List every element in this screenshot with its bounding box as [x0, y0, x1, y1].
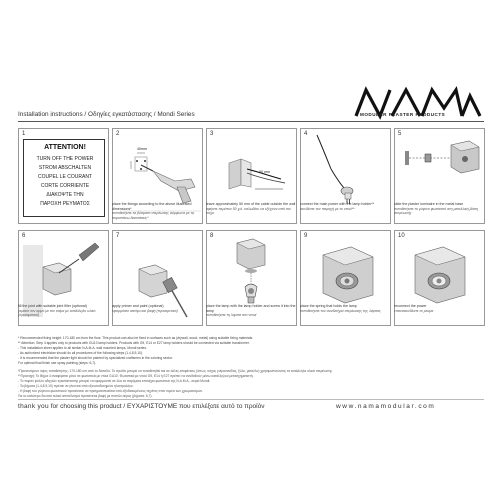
- step-number: 6: [22, 233, 26, 239]
- note-line-greek: **Προσοχή: Το Βήμα 4 αναφέρεται μόνο σε φωτιστικά με ντουί GU10. Φωτιστικά με ντουί G9, E14 ή E27 πρέπει να συνδεθούν μέσω κατάλληλου μετασχηματιστή.: [18, 374, 254, 379]
- caption-el: τοποθετήστε τον συνδετήρα στερέωσης της λάμπας: [300, 308, 382, 313]
- step-2-caption: [112, 202, 204, 220]
- attention-line: COUPEL LE COURANT: [38, 174, 92, 180]
- note-line-greek: Για το καλύτερο δυνατό τελικό αποτέλεσμα προτείνεται βαφή με πιστόλι αέρος (βήματα: 6,7).: [18, 393, 153, 398]
- website-link[interactable]: www.namamodular.com: [336, 403, 436, 410]
- caption-en: place the spring that holds the lamp: [300, 304, 357, 308]
- notes-section: [18, 336, 488, 399]
- step-number: 8: [210, 233, 214, 239]
- caption-el: συνδέστε τον παροχή με το ντουί**: [300, 206, 355, 211]
- caption-en: reconnect the power: [394, 304, 427, 308]
- brand-tagline: MODULAR PLASTER PRODUCTS: [360, 112, 446, 117]
- thank-you-label: thank you: [18, 403, 49, 410]
- note-line-greek: - Τα βήματα (1,4,8,9,10) πρέπει να γίνονται από εξουσιοδοτημένο ηλεκτρολόγο.: [18, 384, 134, 389]
- title-divider: [18, 121, 484, 122]
- step-9-caption: [300, 304, 392, 313]
- step-number: 10: [398, 233, 405, 239]
- footer-divider: [18, 399, 484, 400]
- note-line: For optimal final finish use spray painting (steps: 6,7).: [18, 360, 97, 365]
- caption-el: τοποθετήστε τη λάμπα στο ντουί: [206, 313, 257, 318]
- caption-el: τοποθετήστε τα βύσματα στερέωσης σύμφωνα με τις παραπάνω διαστάσεις*: [112, 211, 195, 220]
- caption-el: γεμίστε τον αρμό με τον τσίμα με κατάλληλο υλικό (προαιρετικό): [18, 308, 96, 318]
- caption-el: τοποθετήστε το γύψινο φωτιστικό στη μεταλλική βάση στερέωσής: [394, 206, 478, 216]
- attention-line: STROM ABSCHALTEN: [38, 165, 92, 171]
- caption-en: leave approximately 50 mm of the cable outside the wall: [206, 202, 296, 206]
- note-line: - It is recommended that the plaster light should be painted by specialized craftsmen in the coloring sector.: [18, 355, 173, 360]
- attention-line: ΔΙΑΚΟΨΤΕ ΤΗΝ: [46, 192, 84, 198]
- attention-heading: ATTENTION!: [44, 144, 86, 151]
- step-number: 9: [304, 233, 308, 239]
- caption-el: επανασυνδέστε το ρεύμα: [394, 308, 434, 313]
- page-title: Installation instructions / Οδηγίες εγκατάστασης / Mondi Series: [18, 111, 195, 118]
- step-6-caption: [18, 304, 110, 318]
- step-1-panel: [18, 128, 109, 224]
- thank-you-line: [18, 403, 264, 410]
- step-number: 2: [116, 131, 120, 137]
- attention-line: TURN OFF THE POWER: [36, 156, 94, 162]
- note-line-greek: *Προτεινόμενο ύψος τοποθέτησης: 170-180 cm από το δάπεδο. Το προϊόν μπορεί να τοποθετηθεί και σε άλλες επιφάνειες (όπως: τοίχος γυψοσανίδας, ξύλο, μέταλλο) χρησιμοποιώντας τα κατάλληλα υλικά στερέωσης.: [18, 369, 333, 374]
- step-number: 5: [398, 131, 402, 137]
- caption-en: apply primer and paint (optional): [112, 304, 164, 308]
- step-number: 1: [22, 131, 26, 137]
- note-line: ** Attention: Step 4 applies only to products with GU10 lamp holders. Products with G9, E14 or E27 lamp holders should be connected via suitable transformer.: [18, 340, 250, 345]
- caption-en: slide the plaster luminaire in the metal base: [394, 202, 464, 206]
- attention-line: CORTE CORRIENTE: [40, 183, 90, 189]
- step-3-caption: [206, 202, 298, 216]
- caption-en: place the fixings according to the above illustrated dimensions*: [112, 202, 192, 211]
- note-line: - This installation sheet applies to all similar N.A.M.A. wall mounted lamps, Mondi series.: [18, 345, 147, 350]
- step-number: 7: [116, 233, 120, 239]
- caption-el: εφαρμόστε αστάρι και βαφή (προαιρετικό): [112, 308, 178, 313]
- dimension-label: 50 mm: [259, 170, 270, 174]
- step-number: 4: [304, 131, 308, 137]
- attention-box: [23, 139, 105, 217]
- note-line: * Recommended fixing height: 170-180 cm from the floor. This product can also be fixed in surfaces such as (drywall, wood, metal) using suitable fixing materials.: [18, 336, 254, 340]
- caption-en: fill the joint with suitable joint filler (optional): [18, 304, 87, 308]
- step-5-caption: [394, 202, 486, 216]
- note-line: - As authorized electrician should do all procedures of the following steps (1,4,8,9,10).: [18, 350, 143, 355]
- step-4-caption: [300, 202, 392, 211]
- caption-en: place the lamp with the lamp holder and screw it into the lamp: [206, 304, 296, 313]
- step-10-caption: [394, 304, 486, 313]
- step-8-caption: [206, 304, 298, 318]
- step-7-caption: [112, 304, 204, 313]
- note-line-greek: - Η βαφή του γύψινου φωτιστικού προτείνεται να πραγματοποιείται από εξειδικευμένους τεχνίτες στον τομέα των χρωματισμών.: [18, 389, 204, 394]
- caption-el: αφήστε περίπου 50 χιλ. καλωδίου να εξέχουν από τον τοίχο: [206, 206, 292, 216]
- thank-you-rest: for choosing this product / ΕΥΧΑΡΙΣΤΟΥΜΕ που επιλέξατε αυτό το προϊόν: [50, 403, 265, 410]
- caption-en: connect the main power with the lamp holder**: [300, 202, 375, 206]
- attention-line: ΠΑΡΟΧΗ ΡΕΥΜΑΤΟΣ: [40, 201, 90, 207]
- step-number: 3: [210, 131, 214, 137]
- dimension-label: 40mm: [137, 147, 147, 151]
- note-line-greek: - Το παρόν φύλλο οδηγιών εγκατάστασης μπορεί να εφαρμοστεί σε όλα τα παρόμοια επιτοίχια φωτιστικά της N.A.M.A., σειρά Mondi.: [18, 379, 211, 384]
